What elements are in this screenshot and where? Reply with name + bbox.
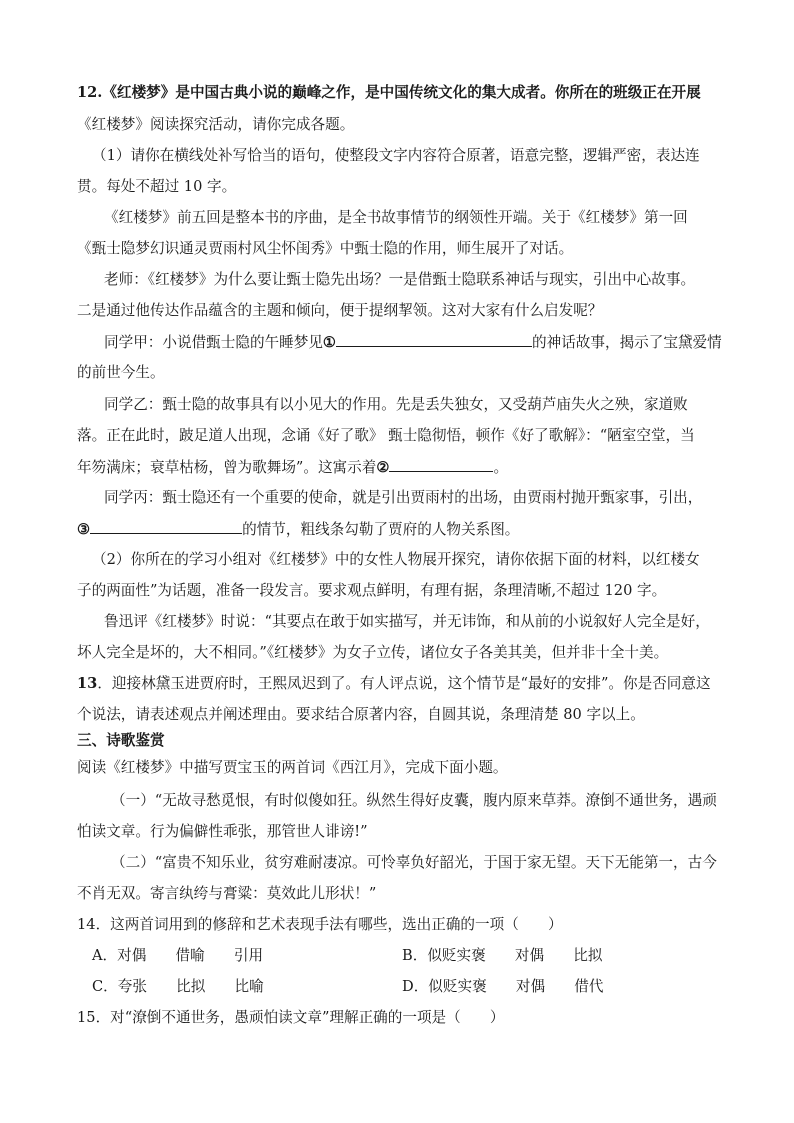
q12-stem-line2: 《红楼梦》阅读探究活动，请你完成各题。 xyxy=(77,116,355,133)
student-b-text-after: 。 xyxy=(493,459,509,476)
q14-options-row2 xyxy=(77,976,727,998)
student-c-text-after: 的情节，粗线条勾勒了贾府的人物关系图。 xyxy=(242,521,520,538)
q13-stem-line2: 个说法，请表述观点并阐述理由。要求结合原著内容，自圆其说，条理清楚 80 字以上。 xyxy=(77,706,645,723)
blank-marker-1: ① xyxy=(322,334,337,351)
q12-stem-line1: 12.《红楼梦》是中国古典小说的巅峰之作，是中国传统文化的集大成者。你所在的班级正在开展 xyxy=(77,84,701,101)
q15-stem: 15．对“潦倒不通世务，愚顽怕读文章”理解正确的一项是（ ） xyxy=(77,1009,505,1026)
q12-luxun-line1: 鲁迅评《红楼梦》时说：“其要点在敢于如实描写，并无讳饰，和从前的小说叙好人完全是好， xyxy=(104,613,710,630)
blank-marker-3: ③ xyxy=(77,521,91,538)
q12-student-b-line1: 同学乙：甄士隐的故事具有以小见大的作用。先是丢失独女，又受葫芦庙失火之殃，家道败 xyxy=(104,396,688,413)
q12-student-c-line2 xyxy=(77,518,727,540)
answer-blank-2[interactable] xyxy=(389,456,493,472)
q12-student-b-line2: 落。正在此时，跛足道人出现，念诵《好了歌》 甄士隐彻悟，顿作《好了歌解》：“陋室空堂，当 xyxy=(77,427,695,444)
answer-blank-3[interactable] xyxy=(90,518,242,534)
q14-stem: 14．这两首词用到的修辞和艺术表现手法有哪些，选出正确的一项（ ） xyxy=(77,916,563,933)
q12-student-b-line3 xyxy=(77,456,727,478)
q12-para1-line2: 《甄士隐梦幻识通灵贾雨村风尘怀闺秀》中甄士隐的作用，师生展开了对话。 xyxy=(77,240,574,257)
blank-marker-2: ② xyxy=(376,459,390,476)
q12-student-a-line1 xyxy=(104,331,754,353)
answer-blank-1[interactable] xyxy=(336,331,532,347)
poem2-line2: 不肖无双。寄言纨绔与膏粱：莫效此儿形状！” xyxy=(77,885,377,902)
q14-option-b[interactable]: B．似贬实褒 对偶 比拟 xyxy=(402,947,603,964)
q12-teacher-line2: 二是通过他传达作品蕴含的主题和倾向，便于提纲挈领。这对大家有什么启发呢？ xyxy=(77,302,603,319)
student-a-text-before: 同学甲：小说借甄士隐的午睡梦见 xyxy=(104,334,323,351)
q12-teacher-line1: 老师：《红楼梦》为什么要让甄士隐先出场？一是借甄士隐联系神话与现实，引出中心故事。 xyxy=(104,271,696,288)
q12-sub1-line2: 贯。每处不超过 10 字。 xyxy=(77,178,237,195)
poem2-line1: （二）“富贵不知乐业，贫穷难耐凄凉。可怜辜负好韶光，于国于家无望。天下无能第一，古今 xyxy=(111,854,717,871)
q14-option-c[interactable]: C．夸张 比拟 比喻 xyxy=(92,978,264,995)
q13-stem-line1 xyxy=(77,673,727,695)
section-3-intro: 阅读《红楼梦》中描写贾宝玉的两首词《西江月》，完成下面小题。 xyxy=(77,759,508,776)
q12-sub2-line2: 子的两面性”为话题，准备一段发言。要求观点鲜明，有理有据，条理清晰,不超过 120 字。 xyxy=(77,582,667,599)
student-a-text-after: 的神话故事，揭示了宝黛爱情 xyxy=(532,334,722,351)
q13-number: 13 xyxy=(77,675,98,692)
q14-option-d[interactable]: D．似贬实褒 对偶 借代 xyxy=(402,978,604,995)
section-3-title: 三、诗歌鉴赏 xyxy=(77,732,165,749)
q12-sub2-line1: （2）你所在的学习小组对《红楼梦》中的女性人物展开探究，请你依据下面的材料，以红楼女 xyxy=(92,551,700,568)
q12-sub1-line1: （1）请你在横线处补写恰当的语句，使整段文字内容符合原著，语意完整，逻辑严密，表达连 xyxy=(92,147,700,164)
q12-para1-line1: 《红楼梦》前五回是整本书的序曲，是全书故事情节的纲领性开端。关于《红楼梦》第一回 xyxy=(104,209,688,226)
q14-options-row1 xyxy=(77,945,727,967)
q12-student-a-line2: 的前世今生。 xyxy=(77,364,165,381)
poem1-line1: （一）“无故寻愁觅恨，有时似傻如狂。纵然生得好皮囊，腹内原来草莽。潦倒不通世务，遇顽 xyxy=(111,792,717,809)
q13-text: ．迎接林黛玉进贾府时，王熙凤迟到了。有人评点说，这个情节是“最好的安排”。你是否同意这 xyxy=(97,675,711,692)
poem1-line2: 怕读文章。行为偏僻性乖张，那管世人诽谤!” xyxy=(77,823,368,840)
q12-luxun-line2: 坏人完全是坏的，大不相同。”《红楼梦》为女子立传，诸位女子各美其美，但并非十全十美。 xyxy=(77,644,669,661)
student-b-text-before: 年笏满床；衰草枯杨，曾为歌舞场”。这寓示着 xyxy=(77,459,377,476)
q12-student-c-line1: 同学丙：甄士隐还有一个重要的使命，就是引出贾雨村的出场，由贾雨村抛开甄家事，引出， xyxy=(104,489,703,506)
q14-option-a[interactable]: A．对偶 借喻 引用 xyxy=(92,947,264,964)
